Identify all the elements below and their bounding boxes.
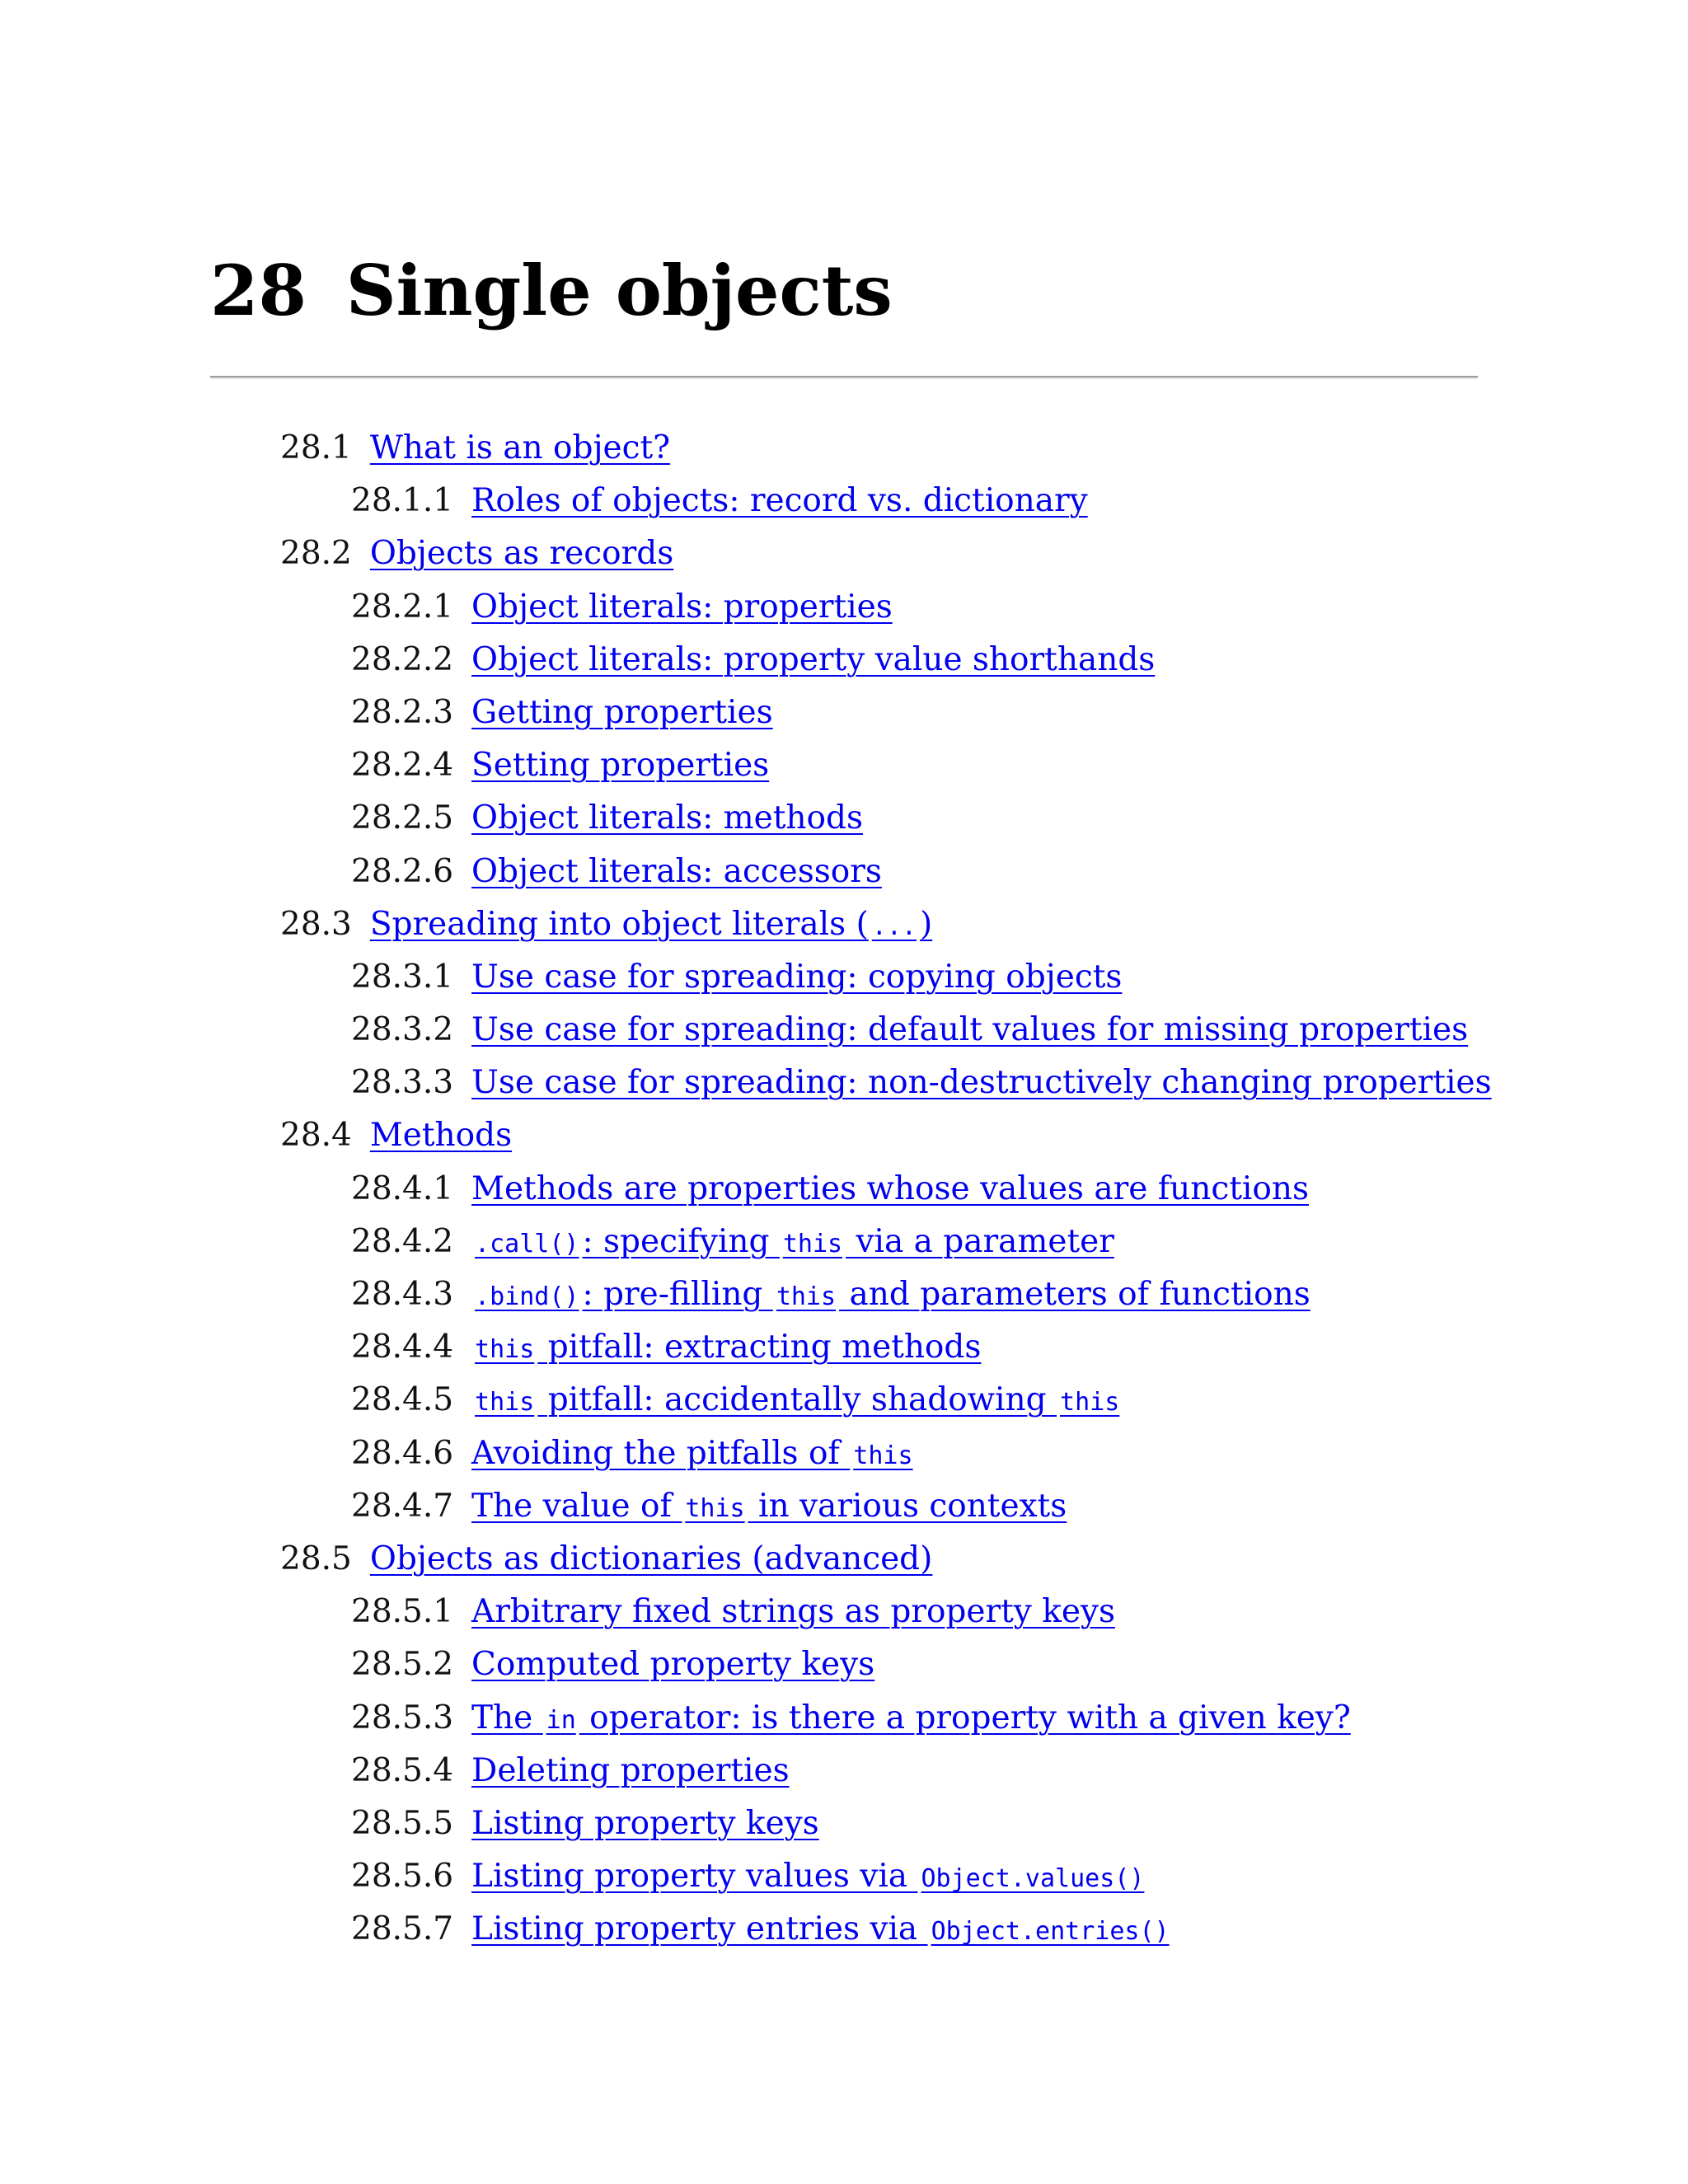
toc-item	[0, 1586, 1688, 1638]
toc-link-text: Objects as records	[369, 535, 674, 573]
toc-link-text: )	[919, 905, 933, 943]
toc-link-code: this	[853, 1441, 913, 1470]
toc-link[interactable]	[471, 747, 769, 784]
toc-link-code: this	[685, 1493, 745, 1523]
toc-link[interactable]	[471, 1488, 1067, 1525]
toc-item-number: 28.5.5	[351, 1804, 454, 1842]
toc-link[interactable]	[471, 1381, 1123, 1418]
toc-item	[0, 475, 1688, 527]
toc-link-code: ...	[871, 912, 917, 941]
toc-link[interactable]	[471, 1805, 819, 1842]
toc-item-number: 28.5.4	[351, 1751, 454, 1789]
toc-link-text: Methods	[369, 1117, 513, 1155]
toc-item-number: 28.3	[280, 905, 352, 943]
toc-link[interactable]	[471, 1329, 981, 1366]
toc-link[interactable]	[471, 1435, 916, 1472]
toc-item-number: 28.2.4	[351, 747, 454, 785]
toc-link-text: and parameters of functions	[839, 1276, 1311, 1313]
toc-link-text: Use case for spreading: non-destructively changing properties	[471, 1064, 1492, 1102]
toc-item	[0, 1109, 1688, 1162]
toc-item	[0, 687, 1688, 739]
toc-item	[0, 739, 1688, 792]
toc-link[interactable]	[471, 641, 1155, 678]
toc-link[interactable]	[471, 1276, 1311, 1313]
toc-item	[0, 1638, 1688, 1691]
toc-link-text: Object literals: property value shorthands	[471, 640, 1156, 678]
toc-link[interactable]	[370, 1117, 512, 1154]
toc-link-text: Getting properties	[471, 693, 773, 731]
toc-link[interactable]	[471, 799, 863, 837]
toc-item	[0, 1480, 1688, 1533]
toc-link-code: this	[776, 1282, 837, 1311]
toc-item-number: 28.4.3	[351, 1276, 454, 1313]
toc-link-text: Use case for spreading: default values for missing properties	[471, 1011, 1469, 1049]
toc-item-number: 28.4.6	[351, 1434, 454, 1472]
toc-item-number: 28.4.7	[351, 1487, 454, 1525]
toc-item-number: 28.5.3	[351, 1699, 454, 1736]
toc-link-text: Computed property keys	[471, 1646, 875, 1684]
toc-link-text: Use case for spreading: copying objects	[471, 958, 1123, 996]
toc-link-code: .bind()	[475, 1282, 579, 1311]
toc-link[interactable]	[471, 1910, 1173, 1947]
toc-link-text: via a parameter	[846, 1222, 1114, 1260]
horizontal-rule	[210, 376, 1478, 379]
chapter-title	[210, 241, 893, 340]
toc-link[interactable]	[370, 429, 670, 466]
toc-item	[0, 898, 1688, 951]
toc-link-text: Object literals: properties	[471, 588, 893, 626]
toc-link-text: The value of	[471, 1487, 682, 1525]
toc-link[interactable]	[471, 958, 1122, 996]
toc-item-number: 28.3.2	[351, 1011, 454, 1049]
toc-link[interactable]	[471, 1011, 1468, 1048]
toc-item	[0, 1533, 1688, 1586]
toc-link-text: Avoiding the pitfalls of	[471, 1434, 851, 1472]
toc-link-code: this	[475, 1335, 535, 1365]
toc-item	[0, 581, 1688, 634]
toc-link-text: pitfall: extracting methods	[537, 1329, 982, 1366]
toc-link-text: : pre-filling	[582, 1276, 773, 1313]
toc-item	[0, 792, 1688, 845]
toc-link-text: The	[471, 1699, 543, 1736]
toc-link-text: What is an object?	[369, 429, 671, 466]
toc-link-code: Object.entries()	[931, 1917, 1170, 1947]
toc-item	[0, 846, 1688, 898]
toc-item	[0, 951, 1688, 1004]
chapter-number: 28	[210, 250, 307, 331]
toc-item	[0, 1692, 1688, 1745]
toc-item-number: 28.4.5	[351, 1381, 454, 1419]
toc-link[interactable]	[471, 694, 773, 731]
toc-link-code: in	[546, 1705, 576, 1735]
toc-item	[0, 634, 1688, 687]
toc-link-text: Deleting properties	[471, 1751, 790, 1789]
toc-link[interactable]	[471, 1170, 1309, 1207]
toc-item	[0, 1374, 1688, 1427]
toc-item-number: 28.5.6	[351, 1858, 454, 1896]
toc-link-text: Object literals: accessors	[471, 852, 882, 890]
toc-link[interactable]	[471, 1858, 1147, 1895]
toc-link-text: Setting properties	[471, 747, 770, 785]
toc-item-number: 28.2.2	[351, 640, 454, 678]
toc-link[interactable]	[471, 588, 893, 626]
toc-item-number: 28.1.1	[351, 482, 454, 520]
toc-item	[0, 1797, 1688, 1850]
toc-link[interactable]	[370, 535, 673, 572]
toc-link-text: in various contexts	[748, 1487, 1067, 1525]
toc-link-code: Object.values()	[921, 1864, 1145, 1894]
toc-link-code: this	[1060, 1388, 1120, 1418]
toc-item	[0, 422, 1688, 475]
toc-item-number: 28.4.2	[351, 1222, 454, 1260]
toc-item	[0, 1850, 1688, 1903]
chapter-title-text: Single objects	[345, 250, 893, 331]
toc-link[interactable]	[471, 1593, 1115, 1630]
toc-item-number: 28.5.7	[351, 1910, 454, 1948]
toc-item	[0, 1903, 1688, 1956]
toc-link[interactable]	[471, 1646, 874, 1683]
toc-item-number: 28.4	[280, 1117, 352, 1155]
toc-item	[0, 1321, 1688, 1374]
toc-link[interactable]	[471, 1752, 790, 1789]
toc-item-number: 28.4.1	[351, 1169, 454, 1207]
toc-link-code: .call()	[475, 1229, 579, 1258]
toc-item-number: 28.2.3	[351, 693, 454, 731]
toc-item	[0, 1745, 1688, 1797]
toc-item-number: 28.2.1	[351, 588, 454, 626]
toc-link-text: : specifying	[582, 1222, 780, 1260]
toc-link[interactable]	[471, 482, 1088, 519]
toc-item-number: 28.2	[280, 535, 352, 573]
toc-item-number: 28.3.3	[351, 1064, 454, 1102]
toc-link-text: operator: is there a property with a given key?	[579, 1699, 1351, 1736]
toc-link-text: Listing property keys	[471, 1804, 819, 1842]
toc-item-number: 28.2.6	[351, 852, 454, 890]
toc-link-text: Roles of objects: record vs. dictionary	[471, 482, 1088, 520]
toc-link[interactable]	[370, 906, 932, 943]
table-of-contents	[0, 422, 1688, 1956]
toc-item	[0, 1268, 1688, 1321]
toc-link-text: Objects as dictionaries (advanced)	[369, 1540, 933, 1577]
toc-link[interactable]	[471, 1699, 1351, 1736]
toc-item	[0, 1004, 1688, 1057]
toc-link[interactable]	[471, 1064, 1492, 1101]
toc-item-number: 28.2.5	[351, 799, 454, 837]
toc-item	[0, 1057, 1688, 1109]
toc-link-text: Listing property entries via	[471, 1910, 928, 1948]
toc-link-code: this	[475, 1388, 535, 1418]
toc-link[interactable]	[471, 853, 882, 890]
toc-item	[0, 1163, 1688, 1216]
toc-item-number: 28.1	[280, 429, 352, 466]
toc-link-text: Arbitrary fixed strings as property keys	[471, 1593, 1115, 1631]
toc-item-number: 28.5	[280, 1540, 352, 1577]
toc-item-number: 28.3.1	[351, 958, 454, 996]
toc-link[interactable]	[471, 1223, 1114, 1260]
toc-item-number: 28.4.4	[351, 1329, 454, 1366]
toc-link-text: Listing property values via	[471, 1858, 918, 1896]
toc-item	[0, 1216, 1688, 1268]
toc-item	[0, 527, 1688, 580]
toc-item	[0, 1427, 1688, 1480]
toc-link-text: Methods are properties whose values are functions	[471, 1169, 1309, 1207]
toc-link-code: this	[782, 1229, 843, 1258]
toc-link-text: Spreading into object literals (	[369, 905, 869, 943]
toc-item-number: 28.5.2	[351, 1646, 454, 1684]
toc-item-number: 28.5.1	[351, 1593, 454, 1631]
toc-link-text: pitfall: accidentally shadowing	[537, 1381, 1057, 1419]
toc-link[interactable]	[370, 1540, 933, 1577]
toc-link-text: Object literals: methods	[471, 799, 863, 837]
